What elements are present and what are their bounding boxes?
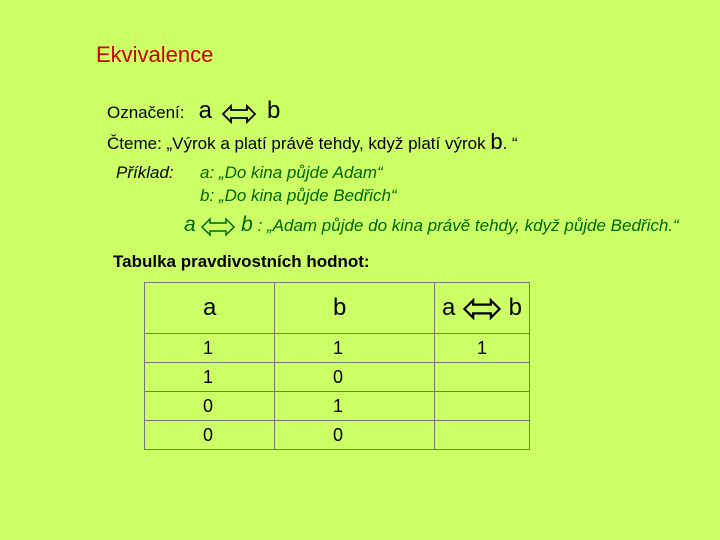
example-a-label: a: (200, 163, 215, 182)
double-arrow-icon (200, 217, 236, 237)
notation-var-a: a (198, 97, 213, 124)
cell-b: 0 (275, 363, 435, 392)
reading-var-b: b (490, 129, 503, 154)
reading-prefix: Čteme: „Výrok (107, 134, 221, 153)
cell-result: 1 (435, 334, 530, 363)
cell-result (435, 392, 530, 421)
header-equivalence (435, 283, 530, 334)
cell-a: 1 (145, 334, 275, 363)
reading-var-a: a (220, 134, 230, 153)
slide-title: Ekvivalence (96, 42, 214, 67)
example-label: Příklad: (116, 163, 174, 182)
example-b-label: b: (200, 186, 215, 205)
reading-line (107, 129, 518, 155)
notation-line (107, 97, 280, 125)
example-equivalence-line (184, 213, 679, 237)
header-eq-a: a (441, 294, 456, 321)
truth-table (144, 282, 530, 450)
reading-middle: platí právě tehdy, když platí výrok (229, 134, 491, 153)
notation-label: Označení: (107, 103, 185, 122)
example-b-text: „Do kina půjde Bedřich“ (214, 186, 397, 205)
table-row (145, 334, 530, 363)
reading-suffix: . “ (502, 134, 518, 153)
example-eq-text: : „Adam půjde do kina právě tehdy, když půjde Bedřich.“ (252, 216, 679, 235)
table-row (145, 363, 530, 392)
cell-result (435, 363, 530, 392)
cell-a: 0 (145, 392, 275, 421)
example-a-text: „Do kina půjde Adam“ (214, 163, 383, 182)
cell-result (435, 421, 530, 450)
table-title: Tabulka pravdivostních hodnot: (113, 252, 370, 271)
example-a-line (200, 163, 383, 183)
cell-a: 0 (145, 421, 275, 450)
header-b: b (275, 283, 435, 334)
example-eq-a: a (184, 213, 196, 236)
notation-var-b: b (266, 97, 281, 124)
example-b-line (200, 186, 397, 206)
header-a: a (145, 283, 275, 334)
double-arrow-icon (221, 104, 257, 124)
table-row (145, 392, 530, 421)
cell-b: 1 (275, 334, 435, 363)
example-eq-b: b (241, 213, 253, 236)
header-eq-b: b (508, 294, 523, 321)
table-header-row (145, 283, 530, 334)
table-row (145, 421, 530, 450)
double-arrow-icon (462, 298, 502, 320)
cell-a: 1 (145, 363, 275, 392)
cell-b: 0 (275, 421, 435, 450)
cell-b: 1 (275, 392, 435, 421)
